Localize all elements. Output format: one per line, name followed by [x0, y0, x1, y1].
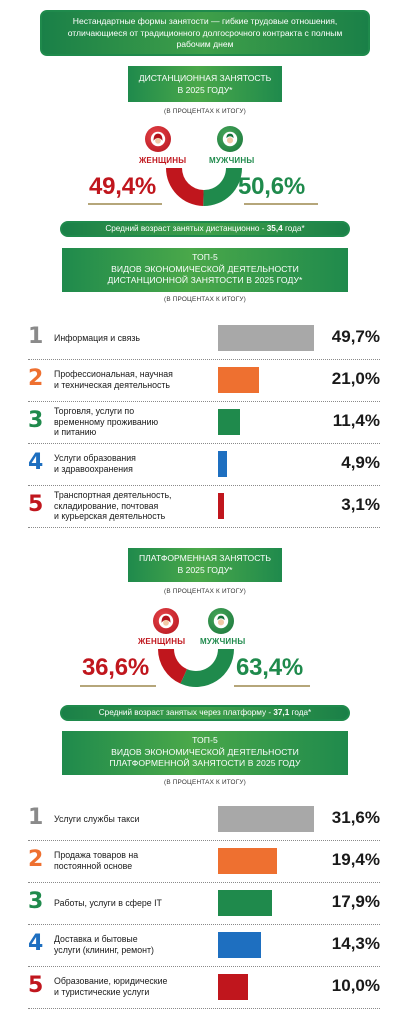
remote-top-caption: (В ПРОЦЕНТАХ К ИТОГУ) [164, 296, 246, 303]
platform-top-title-box [62, 731, 348, 775]
rank-label [54, 453, 136, 474]
bar [218, 974, 248, 1000]
remote-women-label: ЖЕНЩИНЫ [139, 156, 187, 165]
remote-title-line1: ДИСТАНЦИОННАЯ ЗАНЯТОСТЬ [138, 73, 272, 83]
rank-number: 5 [28, 973, 44, 998]
platform-avg-age-prefix: Средний возраст занятых через платформу - [98, 708, 274, 717]
rank-number: 4 [28, 450, 44, 475]
rank-label-line: Торговля, услуги по [54, 406, 135, 417]
rank-label-line: Образование, юридические [54, 976, 168, 987]
rank-label-line: Транспортная деятельность, [54, 490, 172, 501]
rank-label [54, 369, 173, 390]
bar-value-label: 17,9% [331, 892, 380, 911]
bar-value-label: 11,4% [332, 411, 380, 430]
bar [218, 325, 314, 351]
platform-top-title-line2: ВИДОВ ЭКОНОМИЧЕСКОЙ ДЕЯТЕЛЬНОСТИ [111, 746, 299, 757]
platform-avg-age [60, 705, 350, 721]
rank-label-line: постоянной основе [54, 860, 133, 871]
remote-title-line2: В 2025 ГОДУ* [177, 84, 233, 95]
bar-value-label: 21,0% [331, 369, 380, 388]
men-icon [217, 126, 243, 152]
bar-value-label: 19,4% [331, 850, 380, 869]
remote-avg-age [60, 221, 350, 237]
bar [218, 848, 277, 874]
rank-label [54, 976, 167, 997]
rank-label-line: Услуги службы такси [54, 813, 140, 824]
bar-value-label: 4,9% [341, 453, 380, 472]
bar [218, 932, 261, 958]
rank-number: 2 [28, 366, 44, 391]
donut-slice-men [203, 168, 242, 206]
bar-value-label: 14,3% [331, 934, 380, 953]
rank-label-line: Доставка и бытовые [54, 934, 138, 945]
rank-label-line: Профессиональная, научная [54, 369, 173, 380]
rank-label-line: Информация и связь [54, 332, 141, 343]
platform-men-underline [234, 685, 310, 687]
rank-row [28, 486, 380, 528]
bar-value-label: 3,1% [341, 495, 380, 514]
platform-title-line2: В 2025 ГОДУ* [177, 564, 233, 575]
rank-label-line: складирование, почтовая [54, 500, 159, 511]
bar-value-label: 31,6% [331, 808, 380, 827]
remote-women-underline [88, 203, 162, 205]
rank-row [28, 402, 380, 444]
women-icon [153, 608, 179, 634]
rank-row [28, 967, 380, 1009]
rank-label-line: Работы, услуги в сфере IT [54, 897, 162, 908]
remote-caption: (В ПРОЦЕНТАХ К ИТОГУ) [164, 108, 246, 115]
rank-row [28, 883, 380, 925]
remote-avg-age-prefix: Средний возраст занятых дистанционно - [105, 224, 267, 233]
rank-number: 3 [28, 408, 44, 433]
rank-label-line: и здравоохранения [54, 463, 133, 474]
intro-box [40, 10, 370, 56]
platform-caption: (В ПРОЦЕНТАХ К ИТОГУ) [164, 588, 246, 595]
rank-label [54, 934, 154, 955]
platform-top-title-line1: ТОП-5 [192, 735, 218, 745]
rank-row [28, 444, 380, 486]
row-separator [28, 527, 380, 528]
platform-title-line1: ПЛАТФОРМЕННАЯ ЗАНЯТОСТЬ [138, 553, 271, 563]
bar [218, 493, 224, 519]
platform-avg-age-value: 37,1 [273, 708, 290, 717]
rank-number: 2 [28, 847, 44, 872]
platform-avg-age-suffix: года* [289, 708, 312, 717]
bar-value-label: 10,0% [331, 976, 380, 995]
donut-slice-women [166, 168, 204, 206]
women-icon [145, 126, 171, 152]
rank-label [54, 814, 139, 825]
bar [218, 367, 259, 393]
rank-row [28, 925, 380, 967]
bar-value-label: 49,7% [331, 327, 380, 346]
rank-number: 3 [28, 889, 44, 914]
rank-number: 1 [28, 805, 44, 830]
remote-men-underline [244, 203, 318, 205]
bar [218, 806, 314, 832]
men-icon [208, 608, 234, 634]
rank-label-line: временному проживанию [54, 416, 159, 427]
rank-row [28, 318, 380, 360]
donut-slice-men [180, 649, 234, 687]
platform-men-label: МУЖЧИНЫ [200, 637, 246, 646]
rank-label [54, 850, 138, 871]
platform-men-value: 63,4% [236, 654, 304, 681]
platform-top-caption: (В ПРОЦЕНТАХ К ИТОГУ) [164, 779, 246, 786]
remote-men-value: 50,6% [238, 173, 306, 200]
bar [218, 451, 227, 477]
row-separator [28, 1008, 380, 1009]
platform-top-title-line3: ПЛАТФОРМЕННОЙ ЗАНЯТОСТИ В 2025 ГОДУ [109, 758, 301, 768]
remote-gender-donut [164, 168, 244, 208]
rank-label [54, 898, 162, 909]
rank-row [28, 360, 380, 402]
platform-gender-donut [156, 649, 236, 689]
platform-women-label: ЖЕНЩИНЫ [138, 637, 186, 646]
rank-label-line: Услуги образования [54, 453, 136, 464]
platform-women-underline [80, 685, 156, 687]
remote-title-box [128, 66, 282, 102]
remote-top-title-box [62, 248, 348, 292]
rank-label-line: и туристические услуги [54, 986, 150, 997]
remote-avg-age-value: 35,4 [266, 224, 283, 233]
remote-men-label: МУЖЧИНЫ [209, 156, 255, 165]
remote-top-title-line1: ТОП-5 [192, 252, 218, 262]
rank-row [28, 799, 380, 841]
remote-top-title-line3: ДИСТАНЦИОННОЙ ЗАНЯТОСТИ В 2025 ГОДУ* [107, 275, 303, 285]
rank-label [54, 406, 158, 438]
rank-row [28, 841, 380, 883]
rank-label-line: Продажа товаров на [54, 850, 139, 861]
remote-women-value: 49,4% [89, 173, 157, 200]
platform-title-box [128, 548, 282, 582]
rank-number: 1 [28, 324, 44, 349]
platform-women-value: 36,6% [82, 654, 150, 681]
rank-label [54, 333, 140, 344]
rank-label-line: и питанию [54, 427, 97, 438]
rank-number: 4 [28, 931, 44, 956]
rank-number: 5 [28, 492, 44, 517]
donut-slice-women [158, 649, 187, 684]
remote-top-title-line2: ВИДОВ ЭКОНОМИЧЕСКОЙ ДЕЯТЕЛЬНОСТИ [111, 263, 299, 274]
rank-label [54, 490, 172, 522]
rank-label-line: услуги (клининг, ремонт) [54, 944, 154, 955]
rank-label-line: и техническая деятельность [54, 379, 170, 390]
rank-label-line: и курьерская деятельность [54, 511, 166, 522]
bar [218, 409, 240, 435]
intro-text: Нестандартные формы занятости — гибкие трудовые отношения, отличающиеся от традиционного долгосрочного контракта с полным рабочим днем [67, 16, 343, 49]
remote-avg-age-suffix: года* [282, 224, 305, 233]
bar [218, 890, 272, 916]
